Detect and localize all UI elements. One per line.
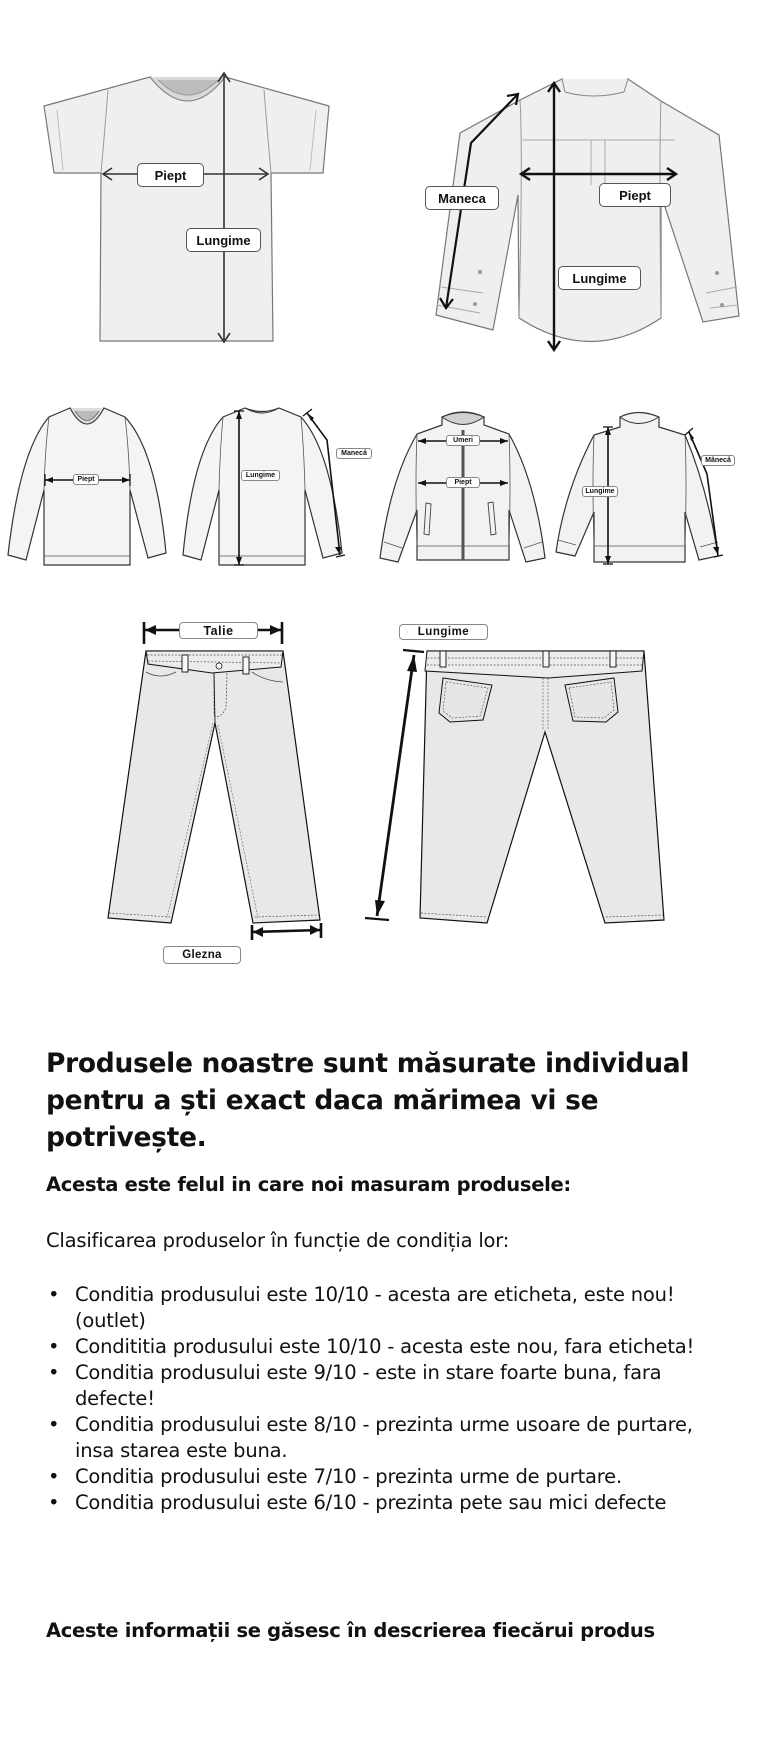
pants-back-illustration <box>360 600 690 970</box>
condition-item: • Conditia produsului este 6/10 - prezinta pete sau mici defecte <box>48 1491 667 1514</box>
condition-item: • Conditia produsului este 10/10 - acesta are eticheta, este nou! (outlet) <box>48 1283 675 1332</box>
sweater-front-chest-label: Piept <box>73 474 99 485</box>
jacket-front-figure <box>370 390 550 570</box>
measure-subheading: Acesta este felul in care noi masuram produsele: <box>46 1173 571 1196</box>
shirt-illustration <box>383 0 766 370</box>
jacket-shoulders-label: Umeri <box>446 435 480 446</box>
classification-block <box>46 1228 746 1254</box>
shirt-chest-label: Piept <box>599 183 671 207</box>
bullet-icon: • <box>48 1491 60 1514</box>
condition-item: • Conditia produsului este 8/10 - prezinta urme usoare de purtare, insa starea este buna. <box>48 1413 693 1462</box>
condition-item: • Conditia produsului este 7/10 - prezinta urme de purtare. <box>48 1465 622 1488</box>
sweater-back-sleeve-label: Manecă <box>336 448 372 459</box>
bullet-icon: • <box>48 1335 60 1358</box>
tshirt-figure <box>0 0 383 370</box>
tshirt-chest-label: Piept <box>137 163 204 187</box>
jacket-chest-label: Piept <box>446 477 480 488</box>
info-section <box>46 1045 746 1156</box>
jacket-back-length-label: Lungime <box>582 486 618 497</box>
classification-intro: Clasificarea produselor în funcție de condiția lor: <box>46 1229 510 1252</box>
page-headline: Produsele noastre sunt măsurate individual pentru a ști exact daca mărimea vi se potrivește. <box>46 1048 690 1153</box>
shirt-length-label: Lungime <box>558 266 641 290</box>
sweater-front-figure <box>0 390 175 570</box>
bullet-icon: • <box>48 1413 60 1436</box>
bullet-icon: • <box>48 1465 60 1488</box>
jacket-back-sleeve-label: Mânecă <box>701 455 735 466</box>
jacket-back-illustration <box>550 390 766 570</box>
shirt-figure <box>383 0 766 370</box>
pants-waist-label: Talie <box>179 622 258 639</box>
pants-front-illustration <box>90 600 350 970</box>
footer-note: Aceste informații se găsesc în descrierea fiecărui produs <box>46 1619 655 1642</box>
footer-note-block <box>46 1618 746 1644</box>
pants-back-figure <box>360 600 690 970</box>
sweater-back-figure <box>175 390 380 570</box>
bullet-icon: • <box>48 1361 60 1384</box>
condition-item: • Conditia produsului este 9/10 - este in stare foarte buna, fara defecte! <box>48 1361 662 1410</box>
bullet-icon: • <box>48 1283 60 1306</box>
condition-item: • Condititia produsului este 10/10 - acesta este nou, fara eticheta! <box>48 1335 695 1358</box>
sweater-back-length-label: Lungime <box>241 470 280 481</box>
measure-intro <box>46 1172 746 1198</box>
shirt-sleeve-label: Maneca <box>425 186 499 210</box>
pants-front-figure <box>90 600 350 970</box>
conditions-list <box>46 1282 736 1516</box>
jacket-back-figure <box>550 390 766 570</box>
conditions-list-wrap <box>46 1282 736 1516</box>
pants-ankle-label: Glezna <box>163 946 241 964</box>
pants-length-label: Lungime <box>399 624 488 640</box>
tshirt-length-label: Lungime <box>186 228 261 252</box>
